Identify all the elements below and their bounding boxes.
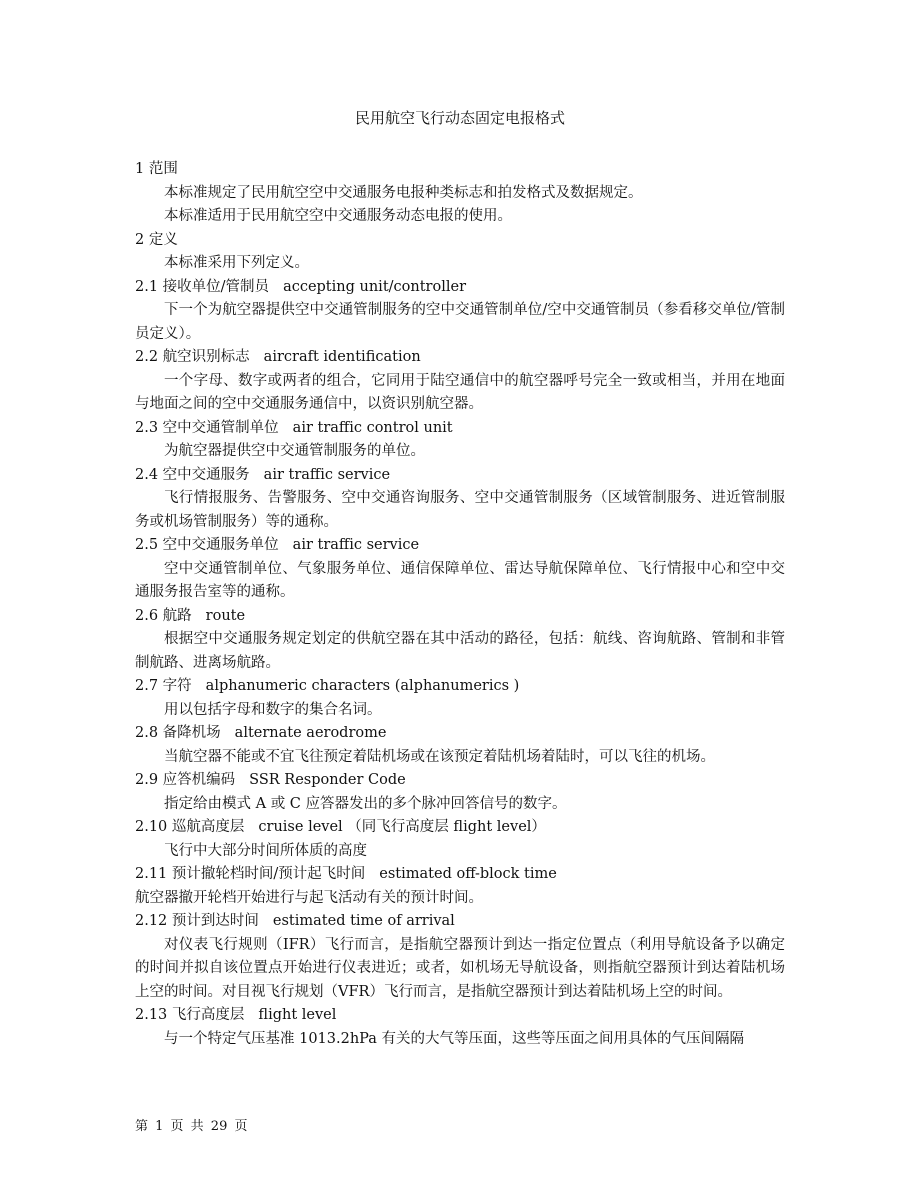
english-term: air traffic service bbox=[292, 537, 420, 553]
definition-heading bbox=[135, 464, 785, 488]
heading-text: 2.8 备降机场 bbox=[135, 725, 221, 741]
heading-text: 2.1 接收单位/管制员 bbox=[135, 278, 270, 295]
heading-text: 1 范围 bbox=[135, 161, 178, 177]
definition-heading bbox=[135, 276, 785, 300]
paragraph: 下一个为航空器提供空中交通管制服务的空中交通管制单位/空中交通管制员（参看移交单位/管制员定义）。 bbox=[135, 302, 785, 342]
english-term: air traffic control unit bbox=[292, 419, 453, 436]
definition-heading bbox=[135, 346, 785, 370]
paragraph: 一个字母、数字或两者的组合，它同用于陆空通信中的航空器呼号完全一致或相当，并用在地面与地面之间的空中交通服务通信中，以资识别航空器。 bbox=[135, 372, 785, 412]
paragraph: 为航空器提供空中交通管制服务的单位。 bbox=[164, 443, 425, 459]
paragraph: 用以包括字母和数字的集合名词。 bbox=[164, 701, 382, 718]
heading-text: 2.5 空中交通服务单位 bbox=[135, 537, 279, 553]
english-term: route bbox=[205, 607, 246, 624]
paragraph: 本标准采用下列定义。 bbox=[164, 255, 309, 271]
english-term: accepting unit/controller bbox=[283, 278, 466, 295]
paragraph: 飞行情报服务、告警服务、空中交通咨询服务、空中交通管制服务（区域管制服务、进近管制服务或机场管制服务）等的通称。 bbox=[135, 490, 785, 530]
heading-text: 2.4 空中交通服务 bbox=[135, 466, 250, 483]
paragraph: 根据空中交通服务规定划定的供航空器在其中活动的路径，包括：航线、咨询航路、管制和非管制航路、进离场航路。 bbox=[135, 631, 785, 671]
heading-text: 2.2 航空识别标志 bbox=[135, 349, 250, 365]
english-term: cruise level （同飞行高度层 flight level） bbox=[258, 819, 546, 835]
paragraph: 对仪表飞行规则（IFR）飞行而言，是指航空器预计到达一指定位置点（利用导航设备予以确定的时间并拟自该位置点开始进行仪表进近；或者，如机场无导航设备，则指航空器预计到达着陆机场上空的时间。对目视飞行规划（VFR）飞行而言，是指航空器预计到达着陆机场上空的时间。 bbox=[135, 936, 785, 1000]
heading-text: 2.3 空中交通管制单位 bbox=[135, 419, 279, 436]
definition-heading bbox=[135, 605, 785, 629]
definition-heading bbox=[135, 863, 785, 887]
english-term: estimated time of arrival bbox=[272, 913, 455, 929]
definition-heading bbox=[135, 910, 785, 934]
definition-heading bbox=[135, 675, 785, 699]
definition-heading bbox=[135, 722, 785, 746]
paragraph: 本标准适用于民用航空空中交通服务动态电报的使用。 bbox=[164, 208, 512, 224]
document-body bbox=[135, 158, 785, 1051]
paragraph: 指定给由模式 A 或 C 应答器发出的多个脉冲回答信号的数字。 bbox=[164, 795, 567, 812]
definition-heading bbox=[135, 417, 785, 441]
paragraph: 空中交通管制单位、气象服务单位、通信保障单位、雷达导航保障单位、飞行情报中心和空中交通服务报告室等的通称。 bbox=[135, 560, 785, 600]
english-term: alphanumeric characters (alphanumerics ) bbox=[205, 678, 520, 694]
heading-text: 2.6 航路 bbox=[135, 607, 192, 624]
english-term: alternate aerodrome bbox=[234, 725, 387, 741]
english-term: estimated off-block time bbox=[379, 866, 557, 882]
english-term: air traffic service bbox=[263, 466, 391, 483]
heading-text: 2.10 巡航高度层 bbox=[135, 819, 245, 835]
document-title: 民用航空飞行动态固定电报格式 bbox=[354, 109, 565, 127]
paragraph: 与一个特定气压基准 1013.2hPa 有关的大气等压面，这些等压面之间用具体的气压间隔隔 bbox=[164, 1030, 745, 1047]
english-term: aircraft identification bbox=[263, 349, 421, 365]
section-heading bbox=[135, 158, 785, 182]
heading-text: 2.13 飞行高度层 bbox=[135, 1007, 245, 1023]
heading-text: 2 定义 bbox=[135, 231, 178, 248]
definition-heading bbox=[135, 816, 785, 840]
definition-heading bbox=[135, 534, 785, 558]
paragraph: 飞行中大部分时间所体质的高度 bbox=[164, 842, 367, 859]
paragraph: 航空器撤开轮档开始进行与起飞活动有关的预计时间。 bbox=[135, 889, 483, 906]
definition-heading bbox=[135, 769, 785, 793]
heading-text: 2.11 预计撤轮档时间/预计起飞时间 bbox=[135, 866, 366, 882]
heading-text: 2.12 预计到达时间 bbox=[135, 913, 259, 929]
english-term: SSR Responder Code bbox=[249, 772, 406, 788]
paragraph: 本标准规定了民用航空空中交通服务电报种类标志和拍发格式及数据规定。 bbox=[164, 184, 643, 201]
paragraph: 当航空器不能或不宜飞往预定着陆机场或在该预定着陆机场着陆时，可以飞往的机场。 bbox=[164, 748, 715, 765]
english-term: flight level bbox=[258, 1007, 337, 1023]
definition-heading bbox=[135, 1004, 785, 1028]
section-heading bbox=[135, 229, 785, 253]
page-number-footer: 第 1 页 共 29 页 bbox=[135, 1119, 248, 1134]
heading-text: 2.9 应答机编码 bbox=[135, 772, 236, 788]
heading-text: 2.7 字符 bbox=[135, 678, 192, 694]
